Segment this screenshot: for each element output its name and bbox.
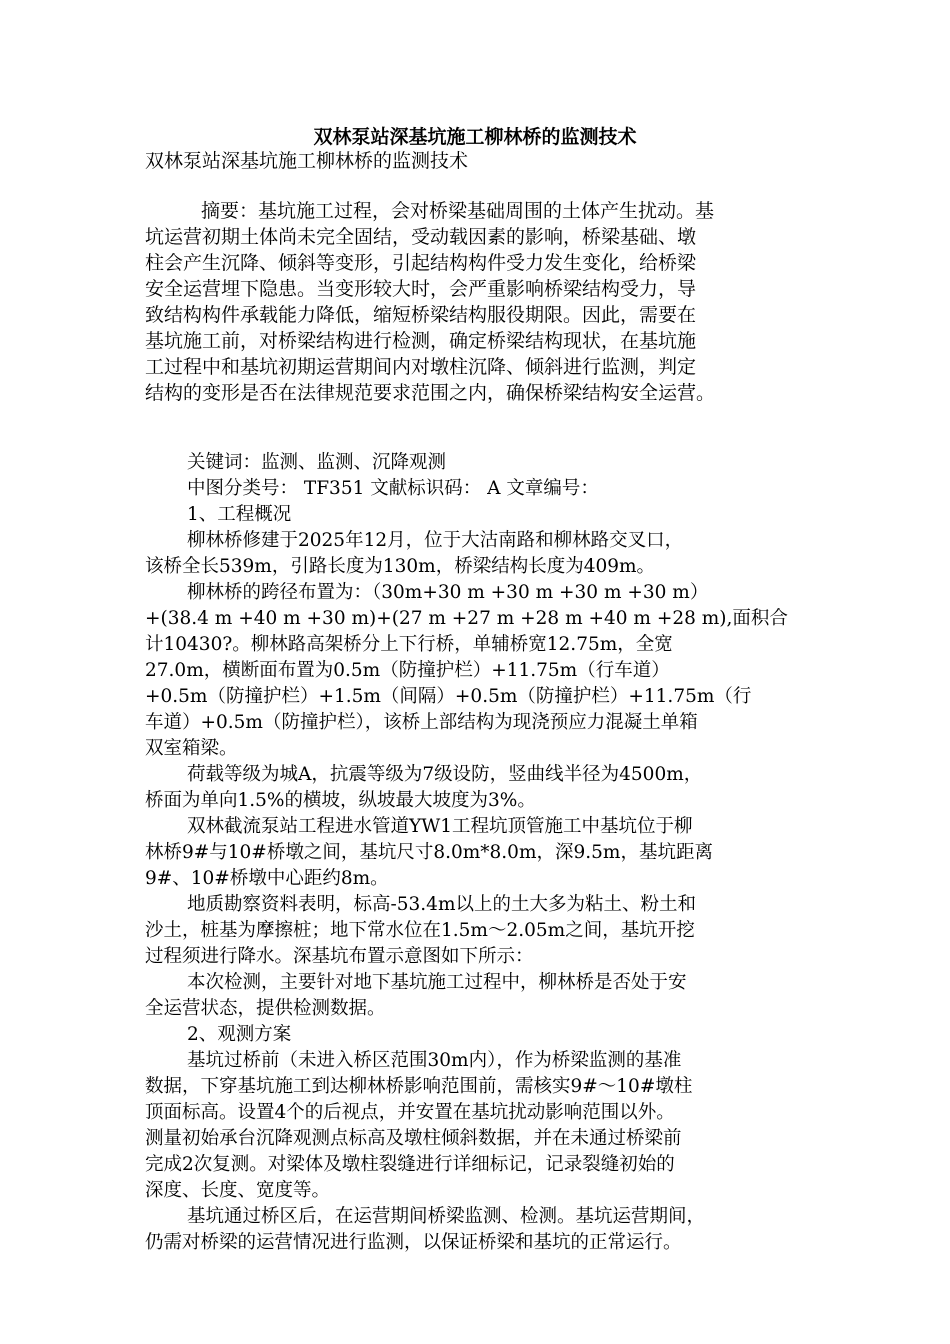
paragraph-line: 沙土，桩基为摩擦桩；地下常水位在1.5m～2.05m之间，基坑开挖 [145, 920, 695, 941]
paragraph-line: 基坑过桥前（未进入桥区范围30m内），作为桥梁监测的基准 [187, 1050, 682, 1071]
paragraph-line: 柳林桥修建于2025年12月，位于大沽南路和柳林路交叉口， [187, 530, 684, 551]
abstract-line: 安全运营埋下隐患。当变形较大时，会严重影响桥梁结构受力，导 [145, 278, 697, 300]
paragraph-line: 双林截流泵站工程进水管道YW1工程坑顶管施工中基坑位于柳 [187, 816, 693, 837]
section-heading-1: 1、工程概况 [187, 504, 292, 525]
abstract-line: 摘要：基坑施工过程，会对桥梁基础周围的土体产生扰动。基 [201, 200, 715, 222]
section-heading-2: 2、观测方案 [187, 1024, 292, 1045]
paragraph-line: 过程须进行降水。深基坑布置示意图如下所示： [145, 946, 534, 967]
abstract-line: 工过程中和基坑初期运营期间内对墩柱沉降、倾斜进行监测，判定 [145, 356, 697, 378]
paragraph-line: 9#、10#桥墩中心距约8m。 [145, 868, 389, 889]
paragraph-2 [145, 580, 805, 762]
paragraph-line: 测量初始承台沉降观测点标高及墩柱倾斜数据，并在未通过桥梁前 [145, 1128, 682, 1149]
paragraph-1 [145, 528, 805, 580]
paragraph-5 [145, 892, 805, 970]
paragraph-line: 全运营状态，提供检测数据。 [145, 998, 386, 1019]
paragraph-line: 深度、长度、宽度等。 [145, 1180, 331, 1201]
paragraph-line: 数据，下穿基坑施工到达柳林桥影响范围前，需核实9#～10#墩柱 [145, 1076, 693, 1097]
paragraph-line: 林桥9#与10#桥墩之间，基坑尺寸8.0m*8.0m，深9.5m，基坑距离 [145, 842, 713, 863]
paragraph-line: 柳林桥的跨径布置为：（30m+30 m +30 m +30 m +30 m） [187, 582, 709, 603]
paragraph-3 [145, 762, 805, 814]
paragraph-line: +(38.4 m +40 m +30 m)+(27 m +27 m +28 m +40 m +28 m),面积合 [145, 608, 788, 629]
abstract [145, 198, 805, 406]
paragraph-line: 地质勘察资料表明，标高-53.4m以上的土大多为粘土、粉土和 [187, 894, 696, 915]
paragraph-line: 该桥全长539m，引路长度为130m，桥梁结构长度为409m。 [145, 556, 656, 577]
abstract-line: 坑运营初期土体尚未完全固结，受动载因素的影响，桥梁基础、墩 [145, 226, 697, 248]
abstract-line: 致结构构件承载能力降低，缩短桥梁结构服役期限。因此，需要在 [145, 304, 697, 326]
paragraph-line: 本次检测，主要针对地下基坑施工过程中，柳林桥是否处于安 [187, 972, 687, 993]
paragraph-7 [145, 1048, 805, 1204]
paragraph-line: 计10430?。柳林路高架桥分上下行桥，单辅桥宽12.75m，全宽 [145, 634, 673, 655]
keywords: 关键词：监测、监测、沉降观测 [187, 452, 447, 473]
abstract-line: 结构的变形是否在法律规范要求范围之内，确保桥梁结构安全运营。 [145, 382, 716, 404]
paragraph-8 [145, 1204, 805, 1256]
document-title: 双林泵站深基坑施工柳林桥的监测技术 [313, 126, 637, 148]
paragraph-line: 仍需对桥梁的运营情况进行监测，以保证桥梁和基坑的正常运行。 [145, 1232, 682, 1253]
paragraph-line: 车道）+0.5m（防撞护栏），该桥上部结构为现浇预应力混凝土单箱 [145, 712, 698, 733]
paragraph-line: 双室箱梁。 [145, 738, 238, 759]
paragraph-line: 桥面为单向1.5%的横坡，纵坡最大坡度为3%。 [145, 790, 536, 811]
abstract-line: 基坑施工前，对桥梁结构进行检测，确定桥梁结构现状，在基坑施 [145, 330, 697, 352]
paragraph-line: 基坑通过桥区后，在运营期间桥梁监测、检测。基坑运营期间， [187, 1206, 706, 1227]
paragraph-line: 完成2次复测。对梁体及墩柱裂缝进行详细标记，记录裂缝初始的 [145, 1154, 675, 1175]
abstract-line: 柱会产生沉降、倾斜等变形，引起结构构件受力发生变化，给桥梁 [145, 252, 697, 274]
paragraph-line: 顶面标高。设置4个的后视点，并安置在基坑扰动影响范围以外。 [145, 1102, 675, 1123]
classification-line: 中图分类号： TF351 文献标识码： A 文章编号： [187, 478, 599, 499]
paragraph-4 [145, 814, 805, 892]
paragraph-line: 27.0m，横断面布置为0.5m（防撞护栏）+11.75m（行车道） [145, 660, 670, 681]
document-subtitle: 双林泵站深基坑施工柳林桥的监测技术 [145, 150, 469, 172]
paragraph-6 [145, 970, 805, 1022]
paragraph-line: 荷载等级为城A，抗震等级为7级设防，竖曲线半径为4500m， [187, 764, 703, 785]
paragraph-line: +0.5m（防撞护栏）+1.5m（间隔）+0.5m（防撞护栏）+11.75m（行 [145, 686, 752, 707]
document-body [145, 450, 805, 1256]
